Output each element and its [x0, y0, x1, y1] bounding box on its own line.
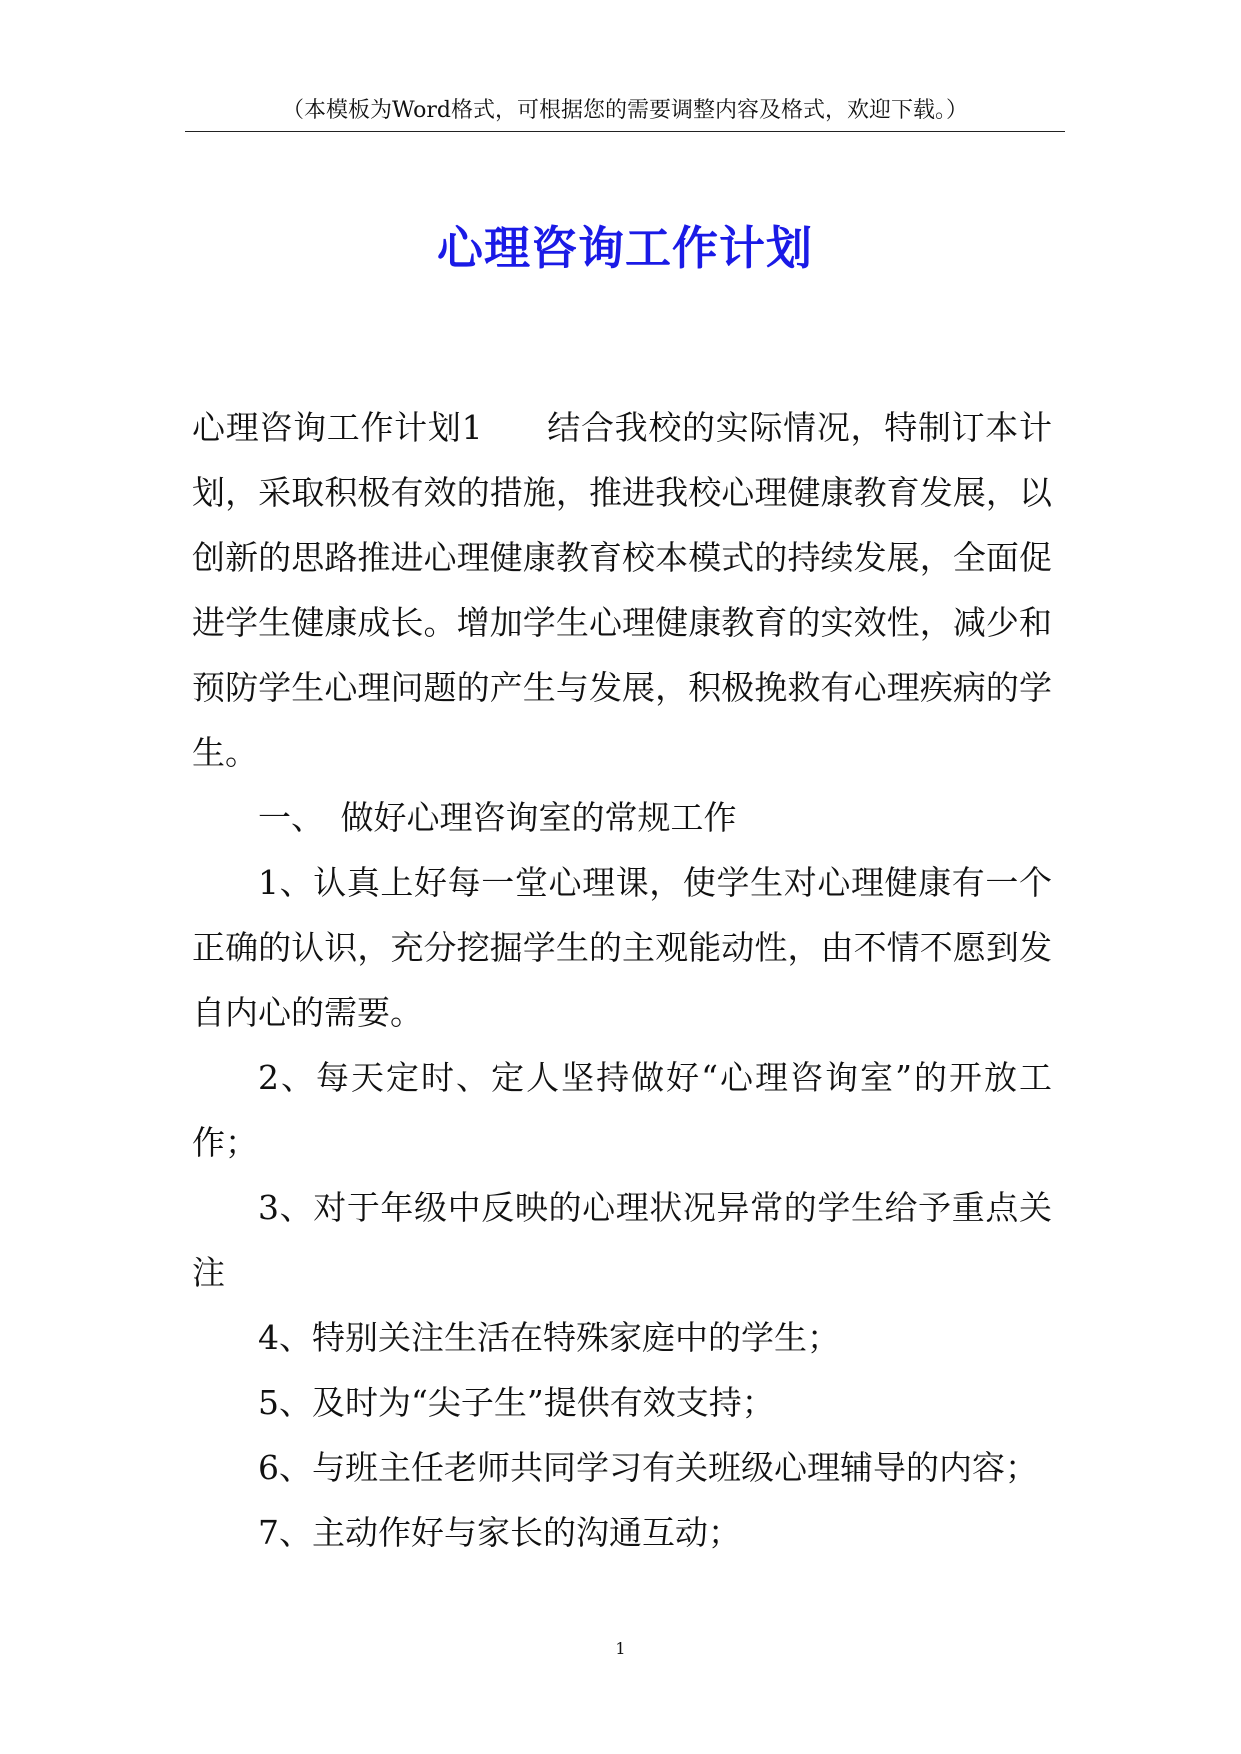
list-item: 1、认真上好每一堂心理课，使学生对心理健康有一个正确的认识，充分挖掘学生的主观能动性，由不情不愿到发自内心的需要。 [192, 863, 1052, 1032]
list-item: 4、特别关注生活在特殊家庭中的学生； [258, 1318, 840, 1357]
header-note: （本模板为Word格式，可根据您的需要调整内容及格式，欢迎下载。） [282, 98, 968, 123]
section-heading: 一、 做好心理咨询室的常规工作 [258, 798, 737, 837]
intro-paragraph [192, 395, 1052, 785]
list-item: 3、对于年级中反映的心理状况异常的学生给予重点关注 [192, 1188, 1052, 1292]
plan-label: 心理咨询工作计划1 [192, 408, 483, 447]
list-item: 7、主动作好与家长的沟通互动； [258, 1513, 741, 1552]
intro-text: 结合我校的实际情况，特制订本计划，采取积极有效的措施，推进我校心理健康教育发展，以创新的思路推进心理健康教育校本模式的持续发展，全面促进学生健康成长。增加学生心理健康教育的实效性，减少和预防学生心理问题的产生与发展，积极挽救有心理疾病的学生。 [192, 408, 1052, 772]
document-title: 心理咨询工作计划 [437, 221, 813, 275]
header-divider [185, 131, 1065, 132]
list-item: 6、与班主任老师共同学习有关班级心理辅导的内容； [258, 1448, 1038, 1487]
page-number: 1 [615, 1639, 626, 1658]
list-item: 5、及时为“尖子生”提供有效支持； [258, 1383, 775, 1422]
document-body [192, 395, 1052, 1565]
list-item: 2、每天定时、定人坚持做好“心理咨询室”的开放工作； [192, 1058, 1052, 1162]
